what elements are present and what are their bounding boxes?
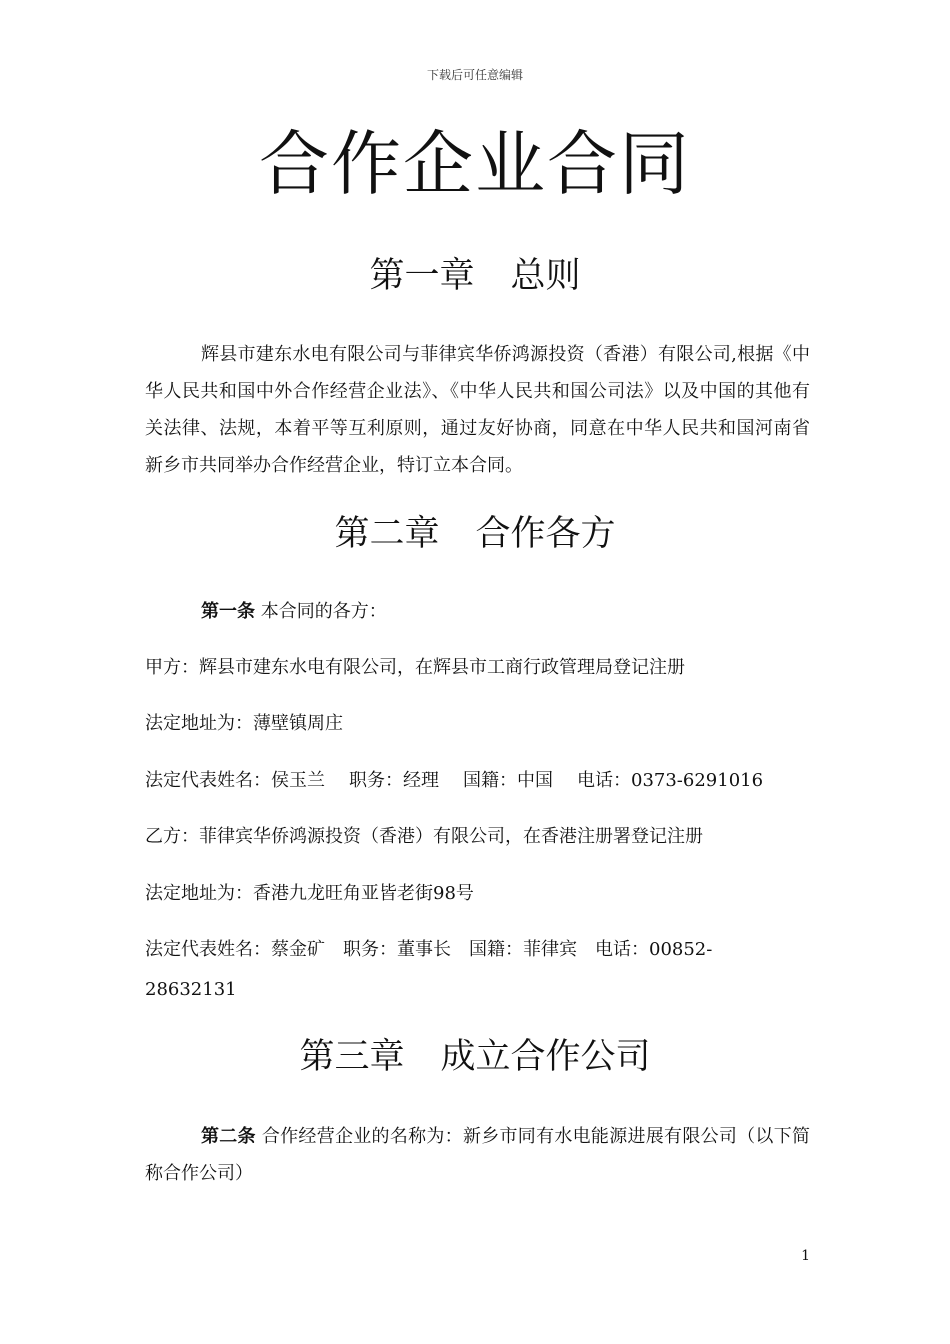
party-b-phone-continued: 28632131 [145, 979, 237, 1000]
party-a-position: 职务：经理 [349, 770, 439, 791]
article-1-text: 本合同的各方： [260, 601, 387, 622]
article-1-label: 第一条 [201, 601, 255, 622]
document-title: 合作企业合同 [259, 123, 691, 205]
party-b-nationality: 国籍：菲律宾 [469, 939, 577, 960]
party-b-representative-row [145, 935, 810, 965]
party-b-position: 职务：董事长 [343, 939, 451, 960]
party-a-representative-row [145, 766, 810, 796]
chapter-2-number: 第二章 [334, 514, 440, 554]
header-note: 下载后可任意编辑 [426, 68, 523, 82]
party-a-phone: 电话：0373-6291016 [577, 770, 764, 791]
chapter-2-heading [0, 512, 950, 556]
party-a-line: 甲方：辉县市建东水电有限公司，在辉县市工商行政管理局登记注册 [145, 657, 685, 678]
article-1 [145, 597, 810, 627]
chapter-2-name: 合作各方 [475, 514, 616, 554]
article-2-text: 合作经营企业的名称为：新乡市同有水电能源进展有限公司（以下简称合作公司） [145, 1126, 810, 1184]
party-a-nationality: 国籍：中国 [463, 770, 553, 791]
chapter-1-number: 第一章 [369, 256, 475, 296]
article-2 [145, 1118, 810, 1192]
chapter-3-heading [0, 1035, 950, 1079]
chapter-1-heading [0, 254, 950, 298]
party-b-address: 法定地址为：香港九龙旺角亚皆老街98号 [145, 883, 474, 904]
party-a-rep: 法定代表姓名：侯玉兰 [145, 770, 325, 791]
chapter-1-name: 总则 [510, 256, 581, 296]
page-number: 1 [801, 1248, 810, 1264]
party-a-address: 法定地址为：薄壁镇周庄 [145, 713, 343, 734]
party-b-phone: 电话：00852- [595, 939, 713, 960]
party-b-line: 乙方：菲律宾华侨鸿源投资（香港）有限公司，在香港注册署登记注册 [145, 826, 703, 847]
intro-paragraph: 辉县市建东水电有限公司与菲律宾华侨鸿源投资（香港）有限公司,根据《中华人民共和国中外合作经营企业法》、《中华人民共和国公司法》以及中国的其他有关法律、法规，本着平等互利原则，通过友好协商，同意在中华人民共和国河南省新乡市共同举办合作经营企业，特订立本合同。 [145, 344, 810, 476]
article-2-label: 第二条 [201, 1126, 256, 1147]
party-b-rep: 法定代表姓名：蔡金矿 [145, 939, 325, 960]
chapter-3-name: 成立合作公司 [440, 1037, 651, 1077]
chapter-3-number: 第三章 [299, 1037, 405, 1077]
